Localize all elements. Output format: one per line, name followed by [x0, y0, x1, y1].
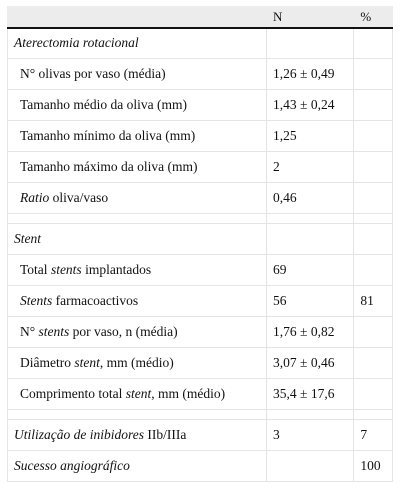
row-pct-value — [354, 152, 393, 183]
row-label-part: Utilização de inibidores — [14, 427, 144, 442]
row-label — [8, 152, 267, 183]
row-pct-value — [354, 121, 393, 152]
row-label — [8, 451, 267, 482]
row-n-value: 0,46 — [267, 183, 354, 214]
row-pct-value — [354, 255, 393, 286]
table-row — [8, 59, 393, 90]
table-row — [8, 255, 393, 286]
row-label-part: stent — [74, 355, 100, 370]
row-label — [8, 379, 267, 410]
row-label — [8, 121, 267, 152]
row-pct-value — [354, 317, 393, 348]
header-pct: % — [354, 7, 393, 28]
row-label-part: , mm (médio) — [99, 355, 174, 370]
row-n-value: 3,07 ± 0,46 — [267, 348, 354, 379]
row-label — [8, 255, 267, 286]
row-label-part: stents — [50, 262, 82, 277]
row-n-value: 1,25 — [267, 121, 354, 152]
table-row — [8, 317, 393, 348]
row-pct-value: 81 — [354, 286, 393, 317]
row-label-part: farmacoactivos — [52, 293, 139, 308]
row-label — [8, 90, 267, 121]
row-label — [8, 348, 267, 379]
row-n-value: 69 — [267, 255, 354, 286]
table-row — [8, 121, 393, 152]
table-row — [8, 152, 393, 183]
row-n-value: 1,26 ± 0,49 — [267, 59, 354, 90]
row-label-part: Total — [20, 262, 51, 277]
row-label — [8, 420, 267, 451]
row-pct-value — [354, 379, 393, 410]
row-n-value — [267, 451, 354, 482]
table-row — [8, 286, 393, 317]
row-label-part: stents — [38, 324, 70, 339]
row-label-part: N° — [20, 324, 39, 339]
row-label-part: Comprimento total — [20, 386, 126, 401]
row-label-part: implantados — [81, 262, 152, 277]
row-label — [8, 183, 267, 214]
table-row — [8, 90, 393, 121]
table-row — [8, 420, 393, 451]
row-n-value: 35,4 ± 17,6 — [267, 379, 354, 410]
row-label — [8, 286, 267, 317]
row-label-part: Tamanho médio da oliva (mm) — [20, 97, 188, 112]
table-row — [8, 451, 393, 482]
row-n-value: 2 — [267, 152, 354, 183]
section-label: Stent — [8, 224, 267, 255]
row-label-part: por vaso, n (média) — [69, 324, 178, 339]
table-header-row — [8, 7, 393, 28]
row-label-part: stent — [125, 386, 152, 401]
row-pct-value — [354, 90, 393, 121]
header-n: N — [267, 7, 354, 28]
section-label: Aterectomia rotacional — [8, 28, 267, 59]
section-row — [8, 28, 393, 59]
header-label — [8, 7, 267, 28]
row-pct-value — [354, 183, 393, 214]
row-label-part: Tamanho máximo da oliva (mm) — [20, 159, 198, 174]
row-n-value: 56 — [267, 286, 354, 317]
row-label-part: Stents — [20, 293, 53, 308]
row-n-value: 3 — [267, 420, 354, 451]
results-table — [7, 6, 393, 482]
row-pct-value — [354, 59, 393, 90]
row-label-part: Sucesso angiográfico — [14, 458, 130, 473]
row-label-part: IIb/IIIa — [144, 427, 187, 442]
row-label-part: Ratio — [20, 190, 50, 205]
row-label — [8, 317, 267, 348]
row-label-part: , mm (médio) — [151, 386, 226, 401]
row-n-value: 1,43 ± 0,24 — [267, 90, 354, 121]
row-pct-value: 100 — [354, 451, 393, 482]
table-body — [8, 28, 393, 482]
row-pct-value — [354, 348, 393, 379]
row-label-part: oliva/vaso — [49, 190, 109, 205]
table-row — [8, 183, 393, 214]
spacer-row — [8, 214, 393, 224]
table-row — [8, 348, 393, 379]
row-label-part: Tamanho mínimo da oliva (mm) — [20, 128, 196, 143]
row-label-part: Diâmetro — [20, 355, 75, 370]
table-row — [8, 379, 393, 410]
spacer-row — [8, 410, 393, 420]
row-label — [8, 59, 267, 90]
section-row — [8, 224, 393, 255]
row-pct-value: 7 — [354, 420, 393, 451]
row-n-value: 1,76 ± 0,82 — [267, 317, 354, 348]
row-label-part: N° olivas por vaso (média) — [20, 66, 166, 81]
